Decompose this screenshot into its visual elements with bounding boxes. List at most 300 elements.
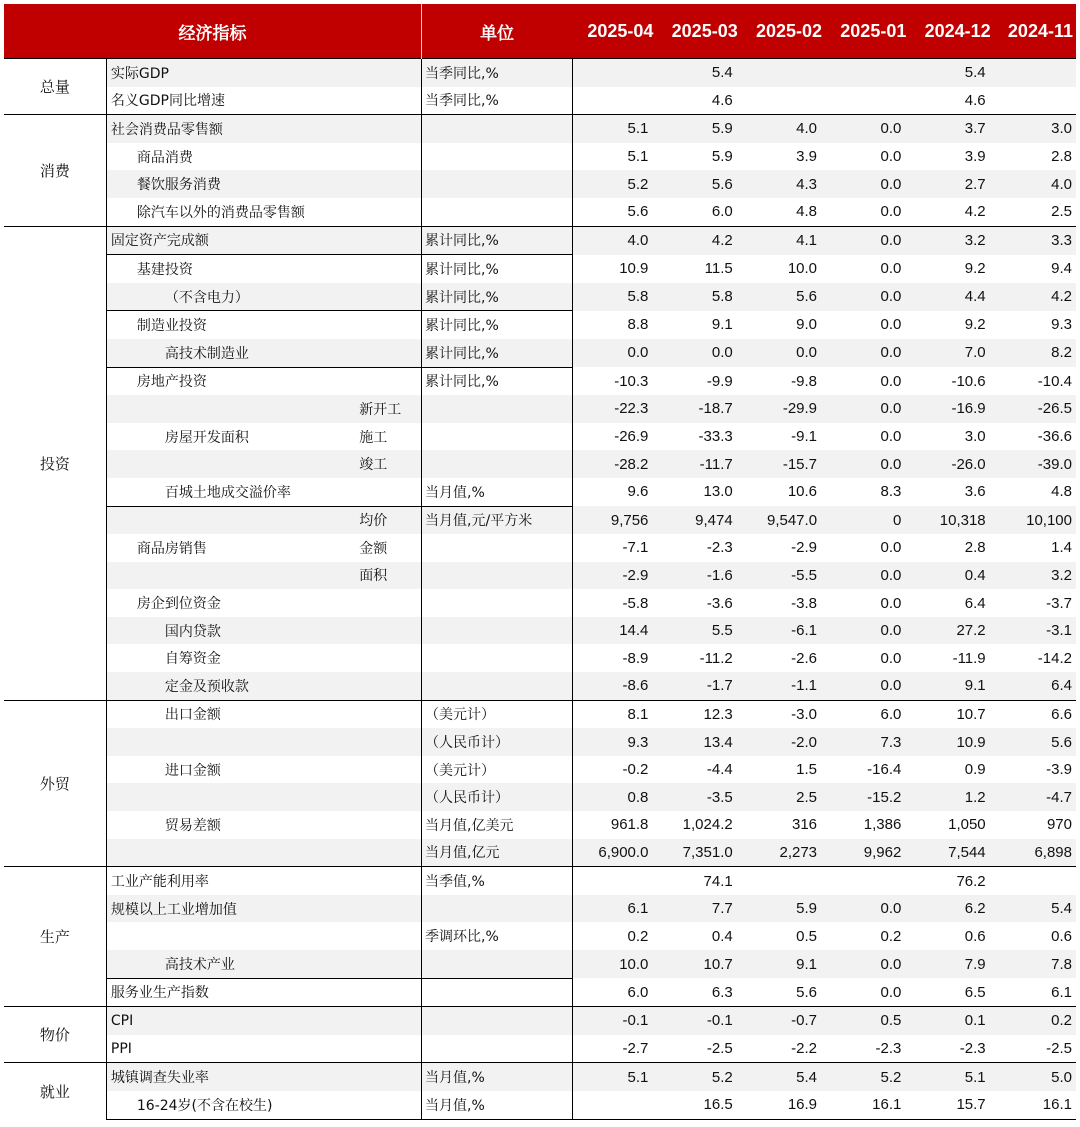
- value-cell: -4.7: [994, 783, 1076, 811]
- value-cell: 0.0: [880, 594, 902, 612]
- value-cell: 7.0: [909, 339, 993, 367]
- value-cell: 0.2: [880, 927, 902, 945]
- value-cell: 3.0: [994, 115, 1076, 143]
- table-row: [4, 115, 1076, 143]
- value-cell: -33.3: [698, 428, 733, 446]
- unit-cell: 当季同比,%: [422, 59, 573, 87]
- unit-cell: [422, 1035, 573, 1063]
- header-period: 2025-03: [656, 4, 740, 59]
- value-cell: 9,474: [656, 506, 740, 534]
- table-row: [4, 617, 1076, 645]
- indicator-subname: [357, 839, 421, 867]
- table-row: [4, 756, 1076, 784]
- table-row: [4, 978, 1076, 1007]
- value-cell: 5.1: [909, 1063, 993, 1091]
- table-row: [4, 311, 1076, 339]
- value-cell: 0.0: [880, 539, 902, 557]
- value-cell: -9.8: [791, 372, 818, 390]
- header-row: [4, 4, 1076, 59]
- table-row: [4, 283, 1076, 311]
- indicator-name: 工业产能利用率: [106, 867, 357, 895]
- value-cell: [741, 59, 825, 87]
- value-cell: 5.0: [994, 1063, 1076, 1091]
- indicator-name: 城镇调查失业率: [106, 1063, 357, 1091]
- indicator-name: 服务业生产指数: [106, 978, 357, 1007]
- value-cell: -7.1: [622, 539, 649, 557]
- unit-cell: [422, 895, 573, 923]
- table-row: [4, 1007, 1076, 1035]
- value-cell: -2.9: [572, 562, 656, 590]
- unit-cell: 累计同比,%: [422, 367, 573, 395]
- value-cell: -8.6: [572, 672, 656, 700]
- indicator-name: 出口金额: [106, 700, 357, 728]
- value-cell: 5.9: [741, 895, 825, 923]
- value-cell: 5.6: [627, 203, 649, 221]
- table-row: [4, 170, 1076, 198]
- table-row: [4, 226, 1076, 255]
- indicator-name: [106, 783, 357, 811]
- indicator-subname: [357, 867, 421, 895]
- value-cell: 7.9: [909, 950, 993, 978]
- value-cell: 5.9: [656, 115, 740, 143]
- value-cell: 4.0: [741, 115, 825, 143]
- category-cell: 就业: [4, 1063, 106, 1119]
- value-cell: 5.1: [572, 1063, 656, 1091]
- value-cell: 5.6: [741, 283, 825, 311]
- value-cell: 6.4: [964, 594, 986, 612]
- unit-cell: （美元计）: [422, 756, 573, 784]
- header-period: 2025-02: [741, 4, 825, 59]
- value-cell: -15.7: [741, 450, 825, 478]
- unit-cell: 当月值,%: [422, 1063, 573, 1091]
- value-cell: -18.7: [656, 395, 740, 423]
- value-cell: -16.4: [867, 761, 902, 779]
- value-cell: 10.9: [619, 260, 649, 278]
- table-row: [4, 395, 1076, 423]
- value-cell: 0.0: [825, 617, 909, 645]
- value-cell: 4.2: [964, 203, 986, 221]
- table-row: [4, 339, 1076, 367]
- indicator-name: 进口金额: [164, 762, 221, 779]
- indicator-name: 餐饮服务消费: [106, 170, 357, 198]
- indicator-name: [106, 506, 357, 534]
- category-cell: 外贸: [4, 700, 106, 867]
- unit-cell: [422, 617, 573, 645]
- indicator-subname: 竣工: [357, 450, 421, 478]
- value-cell: 0.0: [825, 895, 909, 923]
- indicator-name: 商品消费: [136, 149, 193, 166]
- value-cell: 7.8: [994, 950, 1076, 978]
- category-cell: 总量: [4, 59, 106, 115]
- value-cell: [741, 867, 825, 895]
- unit-cell: （人民币计）: [422, 783, 573, 811]
- value-cell: 0.0: [880, 428, 902, 446]
- unit-cell: [422, 562, 573, 590]
- value-cell: 5.8: [656, 283, 740, 311]
- value-cell: -2.3: [959, 1040, 986, 1058]
- unit-cell: （美元计）: [422, 700, 573, 728]
- value-cell: 0.0: [572, 339, 656, 367]
- unit-cell: 当月值,元/平方米: [422, 506, 573, 534]
- indicator-subname: [357, 478, 421, 506]
- value-cell: 5.8: [572, 283, 656, 311]
- indicator-name: 名义GDP同比增速: [110, 93, 225, 110]
- value-cell: -10.6: [951, 372, 986, 390]
- value-cell: 4.2: [656, 226, 740, 255]
- value-cell: [741, 87, 825, 115]
- table-row: [4, 867, 1076, 895]
- value-cell: 5.4: [994, 895, 1076, 923]
- indicator-subname: [357, 1091, 421, 1119]
- value-cell: 0.5: [825, 1007, 909, 1035]
- indicator-name: CPI: [106, 1007, 357, 1035]
- value-cell: 6.1: [572, 895, 656, 923]
- value-cell: 0.4: [711, 927, 733, 945]
- value-cell: 5.9: [711, 148, 733, 166]
- unit-cell: [422, 423, 573, 451]
- indicator-subname: 施工: [359, 429, 388, 446]
- indicator-name: 房屋开发面积: [164, 429, 249, 446]
- table-row: [4, 672, 1076, 700]
- value-cell: 0.4: [909, 562, 993, 590]
- value-cell: 6.2: [909, 895, 993, 923]
- indicator-subname: [357, 922, 421, 950]
- table-row: [4, 478, 1076, 506]
- value-cell: 0.6: [964, 927, 986, 945]
- value-cell: 4.6: [964, 91, 986, 109]
- indicator-subname: [357, 978, 421, 1007]
- value-cell: 1.5: [796, 761, 818, 779]
- unit-cell: 累计同比,%: [422, 226, 573, 255]
- unit-cell: 累计同比,%: [422, 283, 573, 311]
- table-row: [4, 728, 1076, 756]
- value-cell: -10.4: [1037, 372, 1072, 390]
- header-indicator: 经济指标: [4, 4, 422, 59]
- value-cell: -36.6: [1037, 428, 1072, 446]
- value-cell: 5.1: [572, 115, 656, 143]
- value-cell: 3.6: [964, 483, 986, 501]
- value-cell: 6.0: [627, 983, 649, 1001]
- value-cell: 1.4: [1051, 539, 1072, 557]
- indicator-name: 基建投资: [106, 255, 357, 283]
- value-cell: -11.7: [656, 450, 740, 478]
- value-cell: 10,100: [994, 506, 1076, 534]
- value-cell: -0.2: [622, 761, 649, 779]
- unit-cell: 当月值,%: [422, 1091, 573, 1119]
- indicator-subname: [357, 783, 421, 811]
- indicator-subname: [357, 589, 421, 617]
- value-cell: 0: [825, 506, 909, 534]
- value-cell: -2.5: [706, 1040, 733, 1058]
- value-cell: -0.7: [741, 1007, 825, 1035]
- value-cell: -9.9: [706, 372, 733, 390]
- value-cell: 9.3: [1051, 316, 1072, 334]
- value-cell: 3.2: [909, 226, 993, 255]
- value-cell: 0.9: [964, 761, 986, 779]
- value-cell: 4.0: [572, 226, 656, 255]
- indicator-name: 商品房销售: [136, 540, 207, 557]
- value-cell: 0.0: [825, 115, 909, 143]
- table-row: [4, 950, 1076, 978]
- value-cell: 1.2: [909, 783, 993, 811]
- table-row: [4, 367, 1076, 395]
- value-cell: [572, 867, 656, 895]
- table-row: [4, 922, 1076, 950]
- value-cell: 0.0: [825, 450, 909, 478]
- unit-cell: 累计同比,%: [422, 255, 573, 283]
- value-cell: -3.0: [741, 700, 825, 728]
- value-cell: 5.4: [656, 59, 740, 87]
- indicator-subname: [357, 895, 421, 923]
- value-cell: -6.1: [741, 617, 825, 645]
- value-cell: -3.6: [706, 594, 733, 612]
- value-cell: 12.3: [656, 700, 740, 728]
- value-cell: -5.5: [741, 562, 825, 590]
- value-cell: 11.5: [704, 260, 733, 278]
- value-cell: 1,386: [863, 816, 902, 834]
- indicator-name: [106, 922, 357, 950]
- indicator-subname: [357, 644, 421, 672]
- value-cell: 9.1: [711, 316, 733, 334]
- header-period: 2025-01: [825, 4, 909, 59]
- value-cell: [994, 59, 1076, 87]
- indicator-subname: 金额: [359, 540, 388, 557]
- unit-cell: 当月值,亿美元: [422, 811, 573, 839]
- indicator-subname: [357, 811, 421, 839]
- value-cell: 8.1: [572, 700, 656, 728]
- value-cell: -11.2: [699, 649, 733, 667]
- value-cell: -1.7: [656, 672, 740, 700]
- value-cell: -28.2: [572, 450, 656, 478]
- indicator-subname: [357, 1035, 421, 1063]
- value-cell: 0.0: [825, 562, 909, 590]
- value-cell: 10.9: [909, 728, 993, 756]
- category-cell: 物价: [4, 1007, 106, 1063]
- value-cell: -3.7: [1046, 594, 1072, 612]
- value-cell: -2.2: [791, 1040, 818, 1058]
- indicator-subname: [357, 283, 421, 311]
- value-cell: 4.0: [994, 170, 1076, 198]
- value-cell: 3.3: [994, 226, 1076, 255]
- value-cell: 9.0: [796, 316, 818, 334]
- value-cell: -0.1: [572, 1007, 656, 1035]
- indicator-subname: [357, 59, 421, 87]
- table-row: [4, 1091, 1076, 1119]
- value-cell: 0.0: [880, 260, 902, 278]
- value-cell: 6.6: [994, 700, 1076, 728]
- value-cell: -14.2: [1037, 649, 1072, 667]
- value-cell: 0.6: [1051, 927, 1072, 945]
- value-cell: 0.0: [825, 170, 909, 198]
- table-row: [4, 506, 1076, 534]
- value-cell: 9.4: [1051, 260, 1072, 278]
- value-cell: 6,898: [994, 839, 1076, 867]
- indicator-name: 百城土地成交溢价率: [164, 484, 291, 501]
- unit-cell: [422, 198, 573, 226]
- table-row: [4, 423, 1076, 451]
- indicator-name: 除汽车以外的消费品零售额: [136, 204, 305, 221]
- value-cell: 6.1: [1051, 983, 1072, 1001]
- value-cell: 0.2: [994, 1007, 1076, 1035]
- value-cell: 4.4: [909, 283, 993, 311]
- value-cell: 7.7: [656, 895, 740, 923]
- table-row: [4, 811, 1076, 839]
- indicator-name: 定金及预收款: [106, 672, 357, 700]
- category-cell: 投资: [4, 226, 106, 700]
- value-cell: 9.3: [572, 728, 656, 756]
- indicator-subname: 新开工: [357, 395, 421, 423]
- value-cell: 6.4: [994, 672, 1076, 700]
- value-cell: 0.0: [825, 283, 909, 311]
- value-cell: 10.0: [787, 260, 818, 278]
- value-cell: -2.6: [791, 649, 818, 667]
- unit-cell: [422, 672, 573, 700]
- value-cell: -1.1: [741, 672, 825, 700]
- value-cell: -2.3: [706, 539, 733, 557]
- table-row: [4, 59, 1076, 87]
- value-cell: 76.2: [909, 867, 993, 895]
- value-cell: 9.6: [627, 483, 649, 501]
- unit-cell: [422, 395, 573, 423]
- value-cell: -3.9: [1046, 761, 1072, 779]
- indicator-subname: [357, 950, 421, 978]
- value-cell: 0.0: [825, 672, 909, 700]
- indicator-name: 高技术产业: [106, 950, 357, 978]
- table-row: [4, 700, 1076, 728]
- indicator-name: 高技术制造业: [106, 339, 357, 367]
- value-cell: -3.1: [994, 617, 1076, 645]
- value-cell: -1.6: [656, 562, 740, 590]
- indicator-name: 房企到位资金: [136, 596, 221, 613]
- unit-cell: 季调环比,%: [422, 922, 573, 950]
- value-cell: -2.7: [622, 1040, 649, 1058]
- unit-cell: [422, 170, 573, 198]
- value-cell: 7,544: [909, 839, 993, 867]
- table-row: [4, 839, 1076, 867]
- value-cell: 0.5: [796, 927, 818, 945]
- table-row: [4, 589, 1076, 617]
- value-cell: 3.7: [909, 115, 993, 143]
- indicator-name: 实际GDP: [106, 59, 357, 87]
- value-cell: 4.8: [796, 203, 818, 221]
- value-cell: 0.0: [741, 339, 825, 367]
- unit-cell: [422, 950, 573, 978]
- unit-cell: 累计同比,%: [422, 339, 573, 367]
- value-cell: [825, 87, 909, 115]
- value-cell: 3.9: [964, 148, 986, 166]
- unit-cell: [422, 115, 573, 143]
- table-row: [4, 895, 1076, 923]
- value-cell: 6.0: [711, 203, 733, 221]
- indicator-subname: [357, 255, 421, 283]
- indicator-subname: [357, 1063, 421, 1091]
- unit-cell: 当季值,%: [422, 867, 573, 895]
- value-cell: 1,024.2: [682, 816, 733, 834]
- value-cell: 961.8: [610, 816, 649, 834]
- unit-cell: [422, 589, 573, 617]
- value-cell: 16.1: [825, 1091, 909, 1119]
- value-cell: 6.3: [711, 983, 733, 1001]
- value-cell: 10.7: [656, 950, 740, 978]
- value-cell: -2.5: [1046, 1040, 1072, 1058]
- value-cell: 5.4: [909, 59, 993, 87]
- value-cell: -11.9: [952, 649, 986, 667]
- value-cell: -3.5: [656, 783, 740, 811]
- value-cell: 2.8: [1051, 148, 1072, 166]
- indicator-subname: [357, 115, 421, 143]
- value-cell: -9.1: [791, 428, 818, 446]
- indicator-subname: [357, 728, 421, 756]
- table-body: [4, 59, 1076, 1120]
- table-row: [4, 1063, 1076, 1091]
- value-cell: 2.5: [1051, 203, 1072, 221]
- value-cell: -26.0: [909, 450, 993, 478]
- unit-cell: [422, 644, 573, 672]
- value-cell: 0.0: [880, 148, 902, 166]
- value-cell: 2.8: [964, 539, 986, 557]
- table-row: [4, 87, 1076, 115]
- value-cell: 8.8: [627, 316, 649, 334]
- value-cell: -16.9: [909, 395, 993, 423]
- value-cell: 970: [1046, 816, 1072, 834]
- value-cell: 2.5: [741, 783, 825, 811]
- indicator-name: 自筹资金: [164, 651, 221, 668]
- value-cell: 7,351.0: [656, 839, 740, 867]
- unit-cell: [422, 534, 573, 562]
- value-cell: [994, 87, 1076, 115]
- indicator-subname: [357, 700, 421, 728]
- table-row: [4, 450, 1076, 478]
- value-cell: 5.2: [825, 1063, 909, 1091]
- indicator-name: 制造业投资: [106, 311, 357, 339]
- value-cell: 6.0: [825, 700, 909, 728]
- value-cell: 0.0: [656, 339, 740, 367]
- value-cell: 16.1: [994, 1091, 1076, 1119]
- table-row: [4, 783, 1076, 811]
- value-cell: 5.6: [656, 170, 740, 198]
- value-cell: 0.0: [825, 950, 909, 978]
- value-cell: 5.6: [796, 983, 818, 1001]
- header-period: 2024-12: [909, 4, 993, 59]
- value-cell: 8.3: [880, 483, 902, 501]
- unit-cell: [422, 1007, 573, 1035]
- value-cell: [572, 1091, 656, 1119]
- indicator-name: 国内贷款: [106, 617, 357, 645]
- value-cell: 0.0: [880, 203, 902, 221]
- indicator-name: 16-24岁(不含在校生): [106, 1091, 357, 1119]
- value-cell: 9.1: [741, 950, 825, 978]
- value-cell: 5.4: [741, 1063, 825, 1091]
- value-cell: 3.9: [796, 148, 818, 166]
- value-cell: 5.6: [994, 728, 1076, 756]
- value-cell: 10.7: [909, 700, 993, 728]
- indicator-name: 固定资产完成额: [106, 226, 357, 255]
- value-cell: [825, 59, 909, 87]
- indicator-subname: [357, 756, 421, 784]
- value-cell: -15.2: [825, 783, 909, 811]
- value-cell: -22.3: [572, 395, 656, 423]
- value-cell: 0.0: [880, 649, 902, 667]
- indicator-name: 规模以上工业增加值: [106, 895, 357, 923]
- value-cell: 0.0: [825, 339, 909, 367]
- value-cell: -39.0: [994, 450, 1076, 478]
- value-cell: 10,318: [909, 506, 993, 534]
- unit-cell: 当月值,亿元: [422, 839, 573, 867]
- value-cell: 6,900.0: [572, 839, 656, 867]
- indicator-name: [106, 839, 357, 867]
- value-cell: -29.9: [741, 395, 825, 423]
- value-cell: -3.8: [791, 594, 818, 612]
